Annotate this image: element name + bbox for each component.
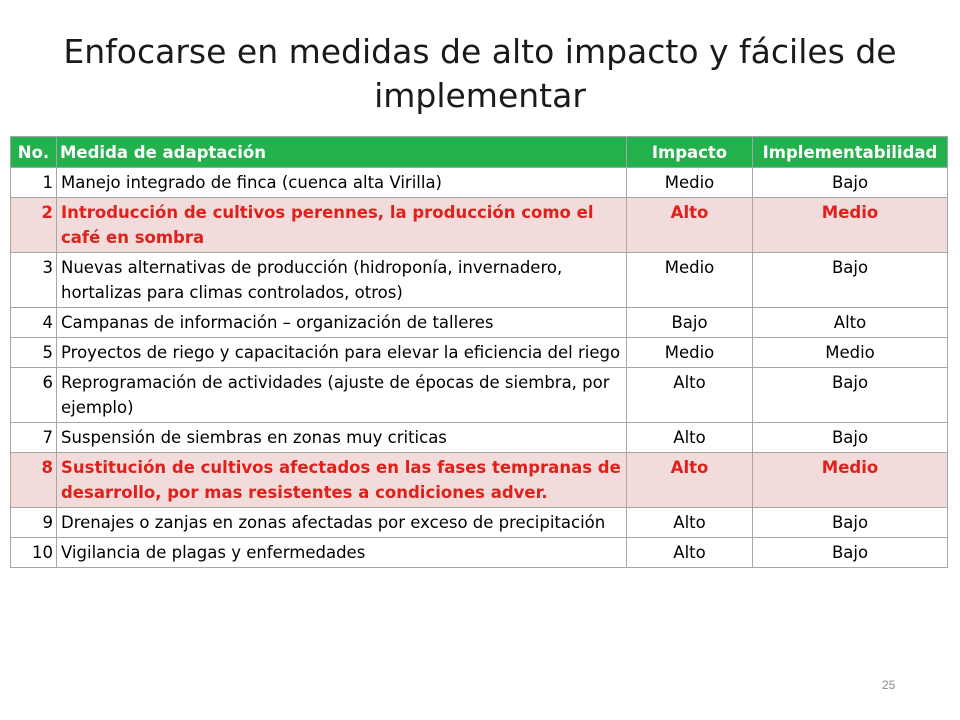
table-row [11,423,948,453]
header-implementabilidad: Implementabilidad [753,137,948,168]
cell-impacto: Alto [627,538,753,568]
header-impacto: Impacto [627,137,753,168]
cell-impacto: Alto [627,198,753,253]
cell-impacto: Alto [627,508,753,538]
cell-medida: Vigilancia de plagas y enfermedades [57,538,627,568]
cell-implementabilidad: Bajo [753,253,948,308]
slide-title: Enfocarse en medidas de alto impacto y fáciles de implementar [63,32,897,115]
cell-no: 7 [11,423,57,453]
cell-medida: Campanas de información – organización de talleres [57,308,627,338]
table-row [11,308,948,338]
adaptation-measures-table [10,136,948,568]
page-number: 25 [882,678,896,692]
cell-implementabilidad: Bajo [753,508,948,538]
cell-no: 9 [11,508,57,538]
cell-impacto: Alto [627,453,753,508]
cell-implementabilidad: Medio [753,198,948,253]
table-row [11,253,948,308]
cell-no: 10 [11,538,57,568]
cell-no: 3 [11,253,57,308]
header-no: No. [11,137,57,168]
table-row [11,368,948,423]
table-row [11,168,948,198]
cell-medida: Suspensión de siembras en zonas muy criticas [57,423,627,453]
cell-implementabilidad: Bajo [753,423,948,453]
table-row [11,198,948,253]
cell-medida: Reprogramación de actividades (ajuste de épocas de siembra, por ejemplo) [57,368,627,423]
cell-impacto: Bajo [627,308,753,338]
cell-medida: Drenajes o zanjas en zonas afectadas por exceso de precipitación [57,508,627,538]
table-row [11,453,948,508]
cell-impacto: Medio [627,338,753,368]
cell-medida: Proyectos de riego y capacitación para elevar la eficiencia del riego [57,338,627,368]
table-row [11,508,948,538]
cell-no: 8 [11,453,57,508]
cell-implementabilidad: Alto [753,308,948,338]
cell-impacto: Medio [627,253,753,308]
cell-medida: Introducción de cultivos perennes, la producción como el café en sombra [57,198,627,253]
cell-impacto: Alto [627,423,753,453]
cell-implementabilidad: Bajo [753,538,948,568]
cell-no: 1 [11,168,57,198]
table-row [11,338,948,368]
cell-implementabilidad: Medio [753,453,948,508]
cell-impacto: Medio [627,168,753,198]
cell-no: 2 [11,198,57,253]
table-row [11,538,948,568]
cell-medida: Manejo integrado de finca (cuenca alta Virilla) [57,168,627,198]
table-header-row [11,137,948,168]
cell-medida: Sustitución de cultivos afectados en las fases tempranas de desarrollo, por mas resistentes a condiciones adver. [57,453,627,508]
cell-implementabilidad: Bajo [753,368,948,423]
cell-implementabilidad: Medio [753,338,948,368]
header-medida: Medida de adaptación [57,137,627,168]
cell-impacto: Alto [627,368,753,423]
cell-no: 4 [11,308,57,338]
cell-medida: Nuevas alternativas de producción (hidroponía, invernadero, hortalizas para climas controlados, otros) [57,253,627,308]
table-body [11,168,948,568]
cell-no: 5 [11,338,57,368]
cell-no: 6 [11,368,57,423]
cell-implementabilidad: Bajo [753,168,948,198]
